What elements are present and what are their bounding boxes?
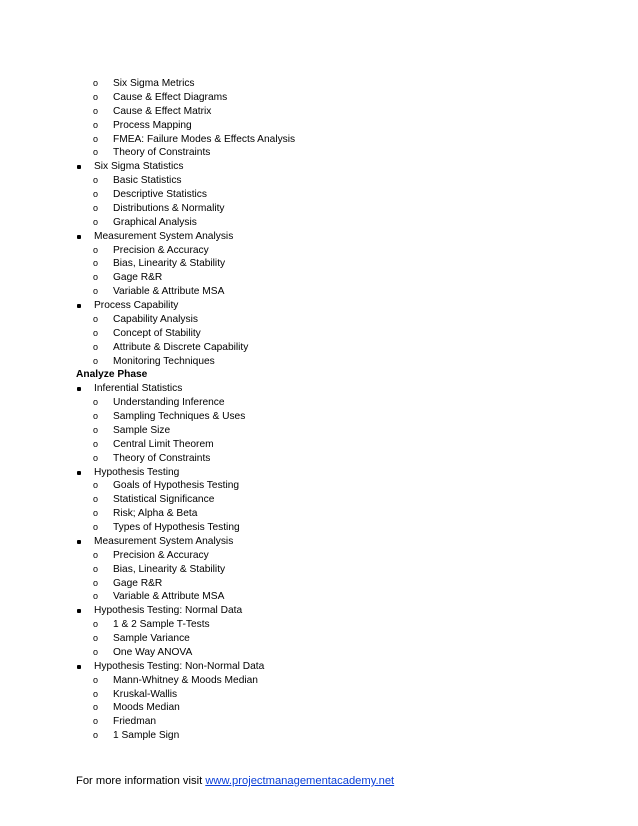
outline-sub-item — [0, 77, 638, 91]
footer — [76, 774, 394, 788]
outline-sub-item — [0, 341, 638, 355]
circle-bullet-icon: o — [93, 646, 99, 657]
outline-sub-item — [0, 216, 638, 230]
outline-item-text: Basic Statistics — [113, 175, 182, 187]
outline-sub-item — [0, 424, 638, 438]
circle-bullet-icon: o — [93, 313, 99, 324]
outline-item-text: Descriptive Statistics — [113, 189, 207, 200]
outline-item-text: Six Sigma Statistics — [94, 161, 184, 173]
circle-bullet-icon: o — [93, 147, 99, 158]
circle-bullet-icon: o — [93, 494, 99, 505]
outline-bullet-item — [0, 535, 638, 549]
outline-item-text: Gage R&R — [113, 577, 163, 589]
outline-item-text: Variable & Attribute MSA — [113, 591, 225, 603]
outline-item-text: Gage R&R — [113, 272, 163, 284]
outline-bullet-item — [0, 466, 638, 480]
circle-bullet-icon: o — [93, 577, 99, 588]
circle-bullet-icon: o — [93, 175, 99, 186]
outline-sub-item — [0, 715, 638, 729]
outline-item-text: Distributions & Normality — [113, 202, 225, 214]
outline-item-text: Precision & Accuracy — [113, 244, 209, 256]
outline-sub-item — [0, 701, 638, 715]
bullet-icon — [77, 471, 81, 475]
circle-bullet-icon: o — [93, 272, 99, 283]
circle-bullet-icon: o — [93, 619, 99, 630]
outline-bullet-item — [0, 604, 638, 618]
outline-sub-item — [0, 549, 638, 563]
outline-bullet-item — [0, 660, 638, 674]
bullet-icon — [77, 304, 81, 308]
outline-item-text: Central Limit Theorem — [113, 438, 214, 450]
bullet-icon — [77, 387, 81, 391]
circle-bullet-icon: o — [93, 702, 99, 713]
outline-item-text: Variable & Attribute MSA — [113, 286, 225, 298]
footer-prefix: For more information visit — [76, 775, 206, 787]
bullet-icon — [77, 165, 81, 169]
circle-bullet-icon: o — [93, 411, 99, 421]
outline-item-text: Goals of Hypothesis Testing — [113, 480, 240, 492]
circle-bullet-icon: o — [93, 438, 99, 449]
outline-item-text: Precision & Accuracy — [113, 549, 209, 561]
circle-bullet-icon: o — [93, 327, 99, 338]
outline-item-text: Hypothesis Testing: Normal Data — [94, 605, 243, 617]
outline-sub-item — [0, 285, 638, 299]
circle-bullet-icon: o — [93, 688, 99, 699]
outline-item-text: Monitoring Techniques — [113, 355, 215, 367]
circle-bullet-icon: o — [93, 508, 99, 519]
outline-item-text: Process Mapping — [113, 119, 192, 131]
outline-item-text: Statistical Significance — [113, 494, 215, 506]
outline-sub-item — [0, 729, 638, 743]
outline-sub-item — [0, 327, 638, 341]
circle-bullet-icon: o — [93, 355, 99, 366]
circle-bullet-icon: o — [93, 730, 99, 741]
outline-sub-item — [0, 577, 638, 591]
circle-bullet-icon: o — [93, 244, 99, 255]
outline-item-text: Theory of Constraints — [113, 452, 211, 464]
outline-item-text: Graphical Analysis — [113, 216, 197, 228]
outline-item-text: Hypothesis Testing: Non-Normal Data — [94, 660, 265, 672]
outline-sub-item — [0, 521, 638, 535]
outline-item-text: Cause & Effect Matrix — [113, 105, 212, 117]
circle-bullet-icon: o — [93, 522, 99, 532]
outline-bullet-item — [0, 160, 638, 174]
outline-sub-item — [0, 105, 638, 119]
circle-bullet-icon: o — [93, 480, 99, 491]
outline-item-text: Mann-Whitney & Moods Median — [113, 674, 258, 686]
outline-sub-item — [0, 257, 638, 271]
outline-item-text: Bias, Linearity & Stability — [113, 563, 226, 575]
outline-sub-item — [0, 244, 638, 258]
circle-bullet-icon: o — [93, 591, 99, 602]
outline-sub-item — [0, 674, 638, 688]
outline-item-text: Understanding Inference — [113, 397, 225, 409]
circle-bullet-icon: o — [93, 674, 99, 685]
outline-item-text: Analyze Phase — [76, 369, 148, 381]
outline-sub-item — [0, 410, 638, 424]
outline-item-text: Moods Median — [113, 702, 180, 714]
outline-item-text: Concept of Stability — [113, 327, 201, 339]
outline-sub-item — [0, 507, 638, 521]
outline-sub-item — [0, 618, 638, 632]
circle-bullet-icon: o — [93, 258, 99, 269]
outline-sub-item — [0, 632, 638, 646]
outline-list — [0, 77, 638, 743]
outline-bullet-item — [0, 230, 638, 244]
circle-bullet-icon: o — [93, 105, 99, 116]
outline-sub-item — [0, 590, 638, 604]
outline-item-text: FMEA: Failure Modes & Effects Analysis — [113, 133, 296, 145]
outline-item-text: Six Sigma Metrics — [113, 78, 195, 89]
outline-sub-item — [0, 146, 638, 160]
bullet-icon — [77, 665, 81, 669]
circle-bullet-icon: o — [93, 216, 99, 227]
outline-item-text: Measurement System Analysis — [94, 535, 234, 547]
circle-bullet-icon: o — [93, 119, 99, 130]
circle-bullet-icon: o — [93, 549, 99, 560]
bullet-icon — [77, 540, 81, 544]
outline-item-text: Hypothesis Testing — [94, 466, 180, 478]
outline-item-text: Theory of Constraints — [113, 147, 211, 159]
outline-sub-item — [0, 313, 638, 327]
circle-bullet-icon: o — [93, 286, 99, 297]
outline-sub-item — [0, 452, 638, 466]
circle-bullet-icon: o — [93, 563, 99, 574]
outline-sub-item — [0, 188, 638, 202]
circle-bullet-icon: o — [93, 424, 99, 435]
circle-bullet-icon: o — [93, 341, 99, 352]
outline-sub-item — [0, 563, 638, 577]
circle-bullet-icon: o — [93, 452, 99, 463]
outline-sub-item — [0, 493, 638, 507]
circle-bullet-icon: o — [93, 78, 99, 88]
outline-sub-item — [0, 396, 638, 410]
outline-item-text: 1 Sample Sign — [113, 730, 180, 742]
outline-item-text: Sampling Techniques & Uses — [113, 411, 246, 422]
outline-item-text: Risk; Alpha & Beta — [113, 508, 198, 520]
circle-bullet-icon: o — [93, 202, 99, 213]
circle-bullet-icon: o — [93, 633, 99, 643]
outline-sub-item — [0, 174, 638, 188]
outline-sub-item — [0, 271, 638, 285]
outline-item-text: Cause & Effect Diagrams — [113, 91, 228, 103]
outline-item-text: Friedman — [113, 716, 157, 728]
outline-bullet-item — [0, 382, 638, 396]
footer-link[interactable]: www.projectmanagementacademy.net — [205, 775, 395, 787]
circle-bullet-icon: o — [93, 133, 99, 144]
outline-item-text: Process Capability — [94, 300, 179, 311]
outline-sub-item — [0, 91, 638, 105]
section-heading — [0, 368, 638, 382]
outline-item-text: Sample Variance — [113, 633, 190, 644]
outline-item-text: Sample Size — [113, 424, 171, 436]
outline-sub-item — [0, 119, 638, 133]
bullet-icon — [77, 609, 81, 613]
outline-item-text: Kruskal-Wallis — [113, 688, 178, 700]
outline-item-text: Measurement System Analysis — [94, 230, 234, 242]
outline-item-text: Attribute & Discrete Capability — [113, 341, 249, 353]
circle-bullet-icon: o — [93, 189, 99, 199]
bullet-icon — [77, 235, 81, 239]
outline-item-text: Inferential Statistics — [94, 383, 183, 395]
outline-item-text: Bias, Linearity & Stability — [113, 258, 226, 270]
outline-sub-item — [0, 688, 638, 702]
outline-sub-item — [0, 202, 638, 216]
outline-item-text: Capability Analysis — [113, 313, 198, 325]
outline-item-text: 1 & 2 Sample T-Tests — [113, 619, 210, 631]
outline-bullet-item — [0, 299, 638, 313]
outline-sub-item — [0, 438, 638, 452]
outline-item-text: One Way ANOVA — [113, 646, 193, 658]
outline-sub-item — [0, 646, 638, 660]
circle-bullet-icon: o — [93, 397, 99, 408]
circle-bullet-icon: o — [93, 91, 99, 102]
outline-sub-item — [0, 355, 638, 369]
circle-bullet-icon: o — [93, 716, 99, 727]
outline-item-text: Types of Hypothesis Testing — [113, 522, 240, 533]
outline-sub-item — [0, 133, 638, 147]
outline-sub-item — [0, 479, 638, 493]
